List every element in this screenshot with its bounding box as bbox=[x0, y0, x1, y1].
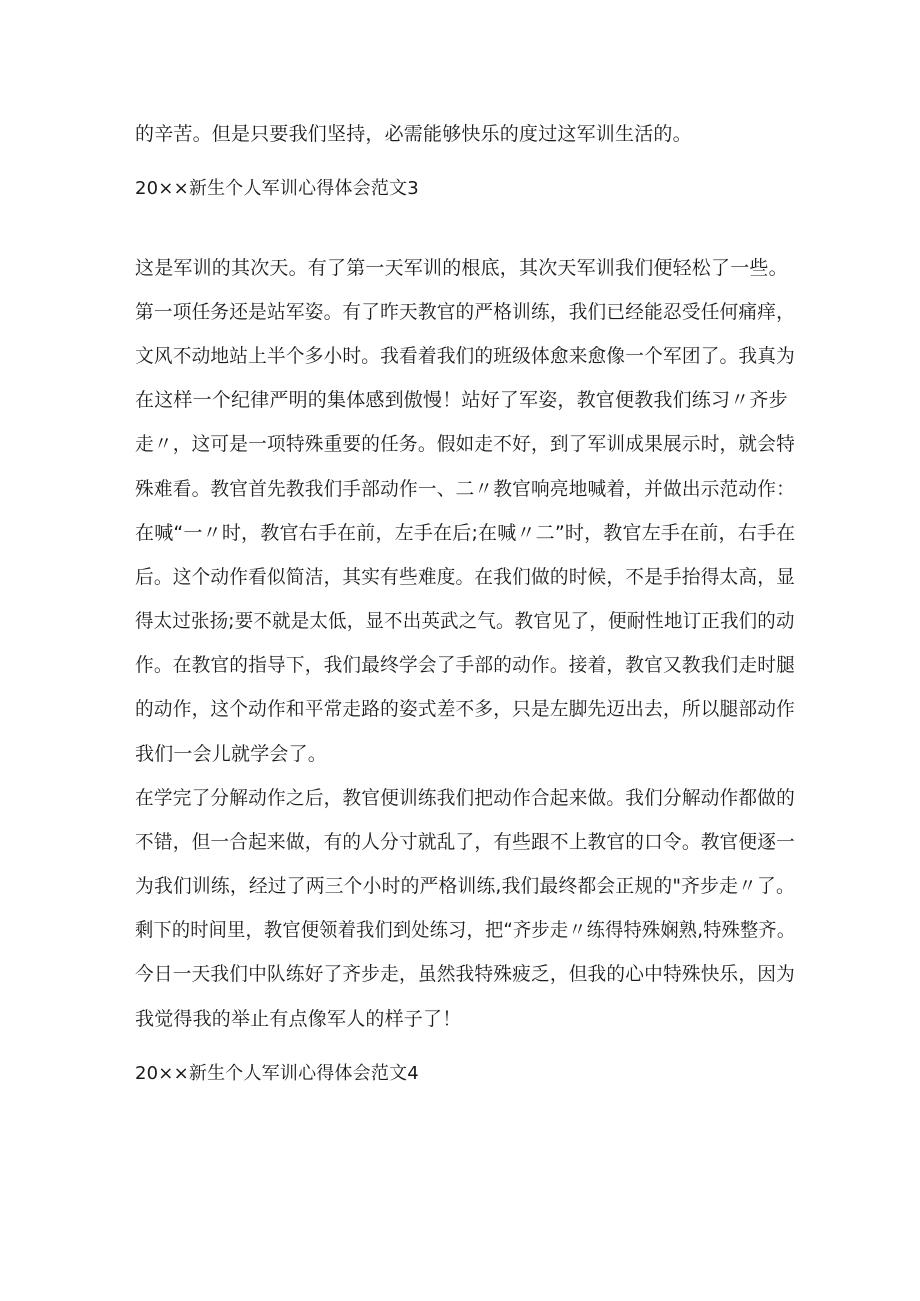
text-line: 在学完了分解动作之后，教官便训练我们把动作合起来做。我们分解动作都做的 bbox=[135, 787, 795, 809]
text-line: 我们一会儿就学会了。 bbox=[135, 743, 328, 765]
text-line: 剩下的时间里，教官便领着我们到处练习，把“齐步走〃练得特殊娴熟,特殊整齐。 bbox=[135, 919, 796, 941]
text-line: 在这样一个纪律严明的集体感到傲慢！站好了军姿，教官便教我们练习〃齐步 bbox=[135, 389, 788, 411]
text-line: 得太过张扬;要不就是太低，显不出英武之气。教官见了，便耐性地订正我们的动 bbox=[135, 610, 795, 632]
text-line: 后。这个动作看似简洁，其实有些难度。在我们做的时候，不是手抬得太高，显 bbox=[135, 566, 795, 588]
text-line: 不错，但一合起来做，有的人分寸就乱了，有些跟不上教官的口令。教官便逐一 bbox=[135, 831, 795, 853]
text-line: 的辛苦。但是只要我们坚持，必需能够快乐的度过这军训生活的。 bbox=[135, 123, 692, 145]
text-line: 在喊“一〃时，教官右手在前，左手在后;在喊〃二”时，教官左手在前，右手在 bbox=[135, 522, 796, 544]
text-line: 作。在教官的指导下，我们最终学会了手部的动作。接着，教官又教我们走时腿 bbox=[135, 654, 795, 676]
text-line: 的动作，这个动作和平常走路的姿式差不多，只是左脚先迈出去，所以腿部动作 bbox=[135, 698, 795, 720]
section-heading: 20××新生个人军训心得体会范文4 bbox=[135, 1063, 419, 1084]
text-line: 走〃，这可是一项特殊重要的任务。假如走不好，到了军训成果展示时，就会特 bbox=[135, 433, 795, 455]
text-line: 这是军训的其次天。有了第一天军训的根底，其次天军训我们便轻松了一些。 bbox=[135, 257, 788, 279]
text-line: 第一项任务还是站军姿。有了昨天教官的严格训练，我们已经能忍受任何痛痒， bbox=[135, 301, 795, 323]
text-line: 我觉得我的举止有点像军人的样子了！ bbox=[135, 1008, 462, 1030]
text-line: 为我们训练，经过了两三个小时的严格训练,我们最终都会正规的"齐步走〃了。 bbox=[135, 875, 795, 897]
section-heading: 20××新生个人军训心得体会范文3 bbox=[135, 178, 419, 199]
text-line: 今日一天我们中队练好了齐步走，虽然我特殊疲乏，但我的心中特殊快乐，因为 bbox=[135, 963, 795, 985]
text-line: 殊难看。教官首先教我们手部动作一、二〃教官响亮地喊着，并做出示范动作： bbox=[135, 478, 795, 500]
text-line: 文风不动地站上半个多小时。我看着我们的班级体愈来愈像一个军团了。我真为 bbox=[135, 345, 795, 367]
